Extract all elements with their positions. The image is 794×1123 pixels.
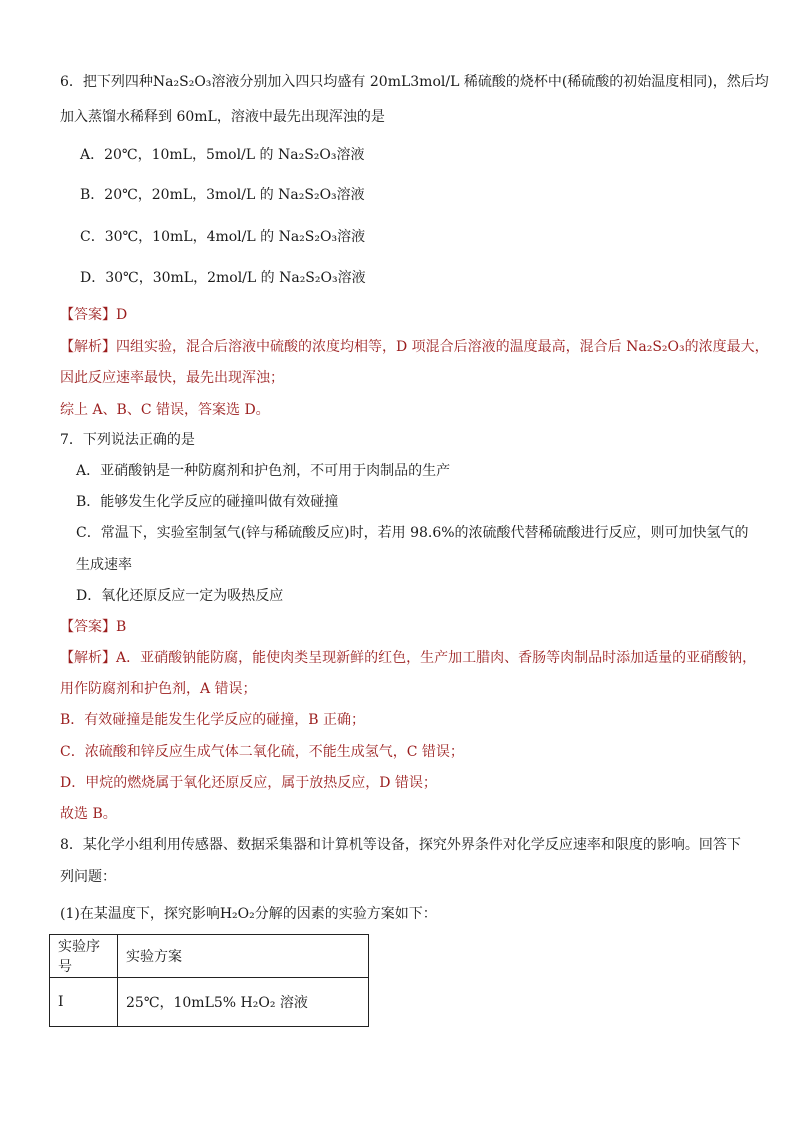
sub-question-text-cont: 分解的因素的实验方案如下： [254,906,437,922]
q7-option-c-line1: C．常温下，实验室制氢气(锌与稀硫酸反应)时，若用 98.6%的浓硫酸代替稀硫酸进行反应，则可加快氢气的 [76,525,749,541]
experiment-table [49,934,369,1027]
option-suffix: 溶液 [336,147,365,163]
option-text: C．30℃，10mL，4mol/L 的 [80,229,279,245]
formula-na2s2o3: Na₂S₂O₃ [278,229,338,245]
analysis-text-cont: 的浓度最大， [684,339,769,355]
q8-stem-line2: 列问题： [60,869,116,885]
answer-value: B [116,619,127,635]
q7-analysis-line6: 故选 B。 [60,806,117,822]
option-suffix: 溶液 [336,187,365,203]
q6-analysis-line3: 综上 A、B、C 错误，答案选 D。 [60,402,270,418]
plan-text-cont: 溶液 [275,995,308,1011]
q6-option-d [80,268,366,288]
header-experiment-plan: 实验方案 [118,935,369,978]
q6-option-c [80,227,365,247]
q7-analysis-line4: C．浓硫酸和锌反应生成气体二氧化硫，不能生成氢气，C 错误； [60,744,464,760]
q6-stem-line1 [60,72,769,92]
answer-label: 【答案】 [60,307,116,323]
analysis-text: 四组实验，混合后溶液中硫酸的浓度均相等，D 项混合后溶液的温度最高，混合后 [116,339,627,355]
q7-option-a: A．亚硝酸钠是一种防腐剂和护色剂，不可用于肉制品的生产 [76,463,451,479]
q7-stem: 7．下列说法正确的是 [60,432,195,448]
option-suffix: 溶液 [337,229,366,245]
q6-analysis-line2: 因此反应速率最快，最先出现浑浊； [60,370,284,386]
option-suffix: 溶液 [337,270,366,286]
plan-text: 25℃，10mL5% [126,995,241,1011]
q7-analysis-line2: 用作防腐剂和护色剂，A 错误； [60,681,257,697]
formula-na2s2o3: Na₂S₂O₃ [626,339,685,355]
q6-option-b [80,185,365,205]
q7-option-c-line2: 生成速率 [76,557,132,573]
formula-na2s2o3: Na₂S₂O₃ [279,270,338,286]
formula-na2s2o3: Na₂S₂O₃ [277,147,337,163]
cell-experiment-id: I [50,978,118,1027]
q6-stem-text-cont: 溶液分别加入四只均盛有 20mL3mol/L 稀硫酸的烧杯中(稀硫酸的初始温度相同)，然后均 [211,74,769,90]
answer-label: 【答案】 [60,619,116,635]
q8-stem-line1: 8．某化学小组利用传感器、数据采集器和计算机等设备，探究外界条件对化学反应速率和限度的影响。回答下 [60,837,741,853]
table-row [50,978,369,1027]
formula-na2s2o3: Na₂S₂O₃ [152,74,212,90]
formula-h2o2: H₂O₂ [240,995,276,1011]
sub-question-text: (1)在某温度下，探究影响 [60,906,220,922]
analysis-text: A．亚硝酸钠能防腐，能使肉类呈现新鲜的红色，生产加工腊肉、香肠等肉制品时添加适量的亚硝酸钠， [116,650,757,666]
q6-option-a [80,145,365,165]
q8-sub1 [60,904,437,924]
formula-na2s2o3: Na₂S₂O₃ [278,187,337,203]
q6-analysis-line1 [60,337,769,357]
formula-h2o2: H₂O₂ [219,906,255,922]
q7-analysis-line1 [60,648,756,668]
option-text: D．30℃，30mL，2mol/L 的 [80,270,280,286]
q6-stem-text: 6．把下列四种 [60,74,153,90]
table-header-row [50,935,369,978]
q7-analysis-line3: B．有效碰撞是能发生化学反应的碰撞，B 正确； [60,712,366,728]
option-text: B．20℃，20mL，3mol/L 的 [80,187,279,203]
q7-option-b: B．能够发生化学反应的碰撞叫做有效碰撞 [76,494,339,510]
q7-answer [60,617,126,637]
analysis-label: 【解析】 [60,339,116,355]
option-text: A．20℃，10mL，5mol/L 的 [80,147,278,163]
q6-answer [60,305,127,325]
cell-experiment-plan [118,978,369,1027]
q7-analysis-line5: D．甲烷的燃烧属于氧化还原反应，属于放热反应，D 错误； [60,775,437,791]
analysis-label: 【解析】 [60,650,116,666]
q7-option-d: D．氧化还原反应一定为吸热反应 [76,588,284,604]
header-experiment-number: 实验序号 [50,935,118,978]
q6-stem-line2: 加入蒸馏水稀释到 60mL，溶液中最先出现浑浊的是 [60,109,385,125]
answer-value: D [116,307,128,323]
